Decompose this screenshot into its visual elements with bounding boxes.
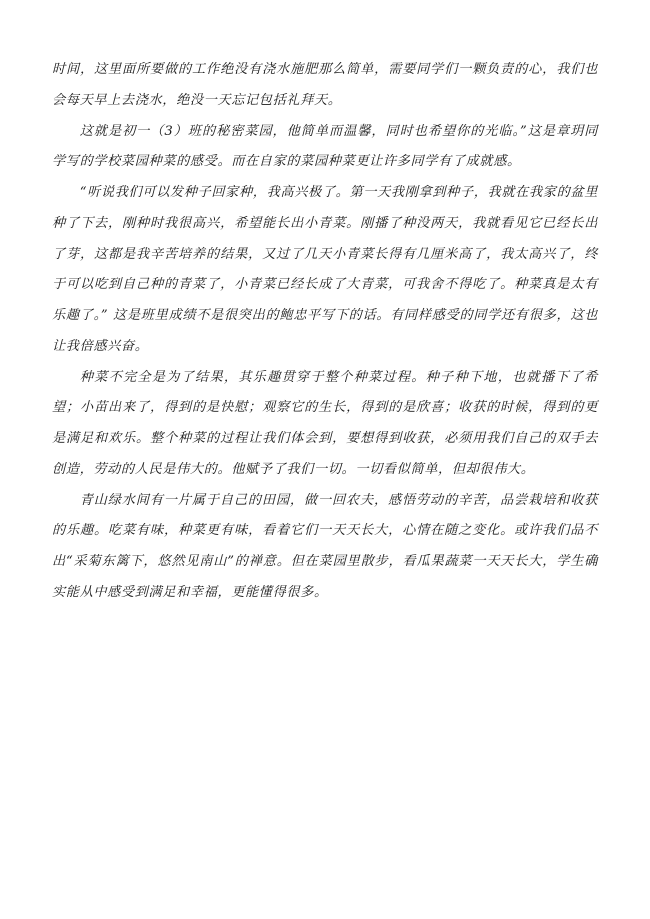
- paragraph-2: 这就是初一（3）班的秘密菜园，他简单而温馨，同时也希望你的光临。”这是章玥同学写的学校菜园种菜的感受。而在自家的菜园种菜更让许多同学有了成就感。: [52, 123, 598, 170]
- document-body: [52, 55, 598, 609]
- paragraph-3: “听说我们可以发种子回家种，我高兴极了。第一天我刚拿到种子，我就在我家的盆里种了下去，刚种时我很高兴，希望能长出小青菜。刚播了种没两天，我就看见它已经长出了芽，这都是我辛苦培养的结果，又过了几天小青菜长得有几厘米高了，我太高兴了，终于可以吃到自己种的青菜了，小青菜已经长成了大青菜，可我舍不得吃了。种菜真是太有乐趣了。” 这是班里成绩不是很突出的鲍忠平写下的话。有同样感受的同学还有很多，这也让我倍感兴奋。: [52, 185, 598, 354]
- paragraph-5: 青山绿水间有一片属于自己的田园，做一回农夫，感悟劳动的辛苦，品尝栽培和收获的乐趣。吃菜有味，种菜更有味，看着它们一天天长大，心情在随之变化。或许我们品不出“采菊东篱下，悠然见南山”的禅意。但在菜园里散步，看瓜果蔬菜一天天长大，学生确实能从中感受到满足和幸福，更能懂得很多。: [52, 492, 598, 600]
- paragraph-4: 种菜不完全是为了结果，其乐趣贯穿于整个种菜过程。种子种下地，也就播下了希望；小苗出来了，得到的是快慰；观察它的生长，得到的是欣喜；收获的时候，得到的更是满足和欢乐。整个种菜的过程让我们体会到，要想得到收获，必须用我们自己的双手去创造，劳动的人民是伟大的。他赋予了我们一切。一切看似简单，但却很伟大。: [52, 369, 598, 477]
- paragraph-1: 时间，这里面所要做的工作绝没有浇水施肥那么简单，需要同学们一颗负责的心，我们也会每天早上去浇水，绝没一天忘记包括礼拜天。: [52, 62, 598, 108]
